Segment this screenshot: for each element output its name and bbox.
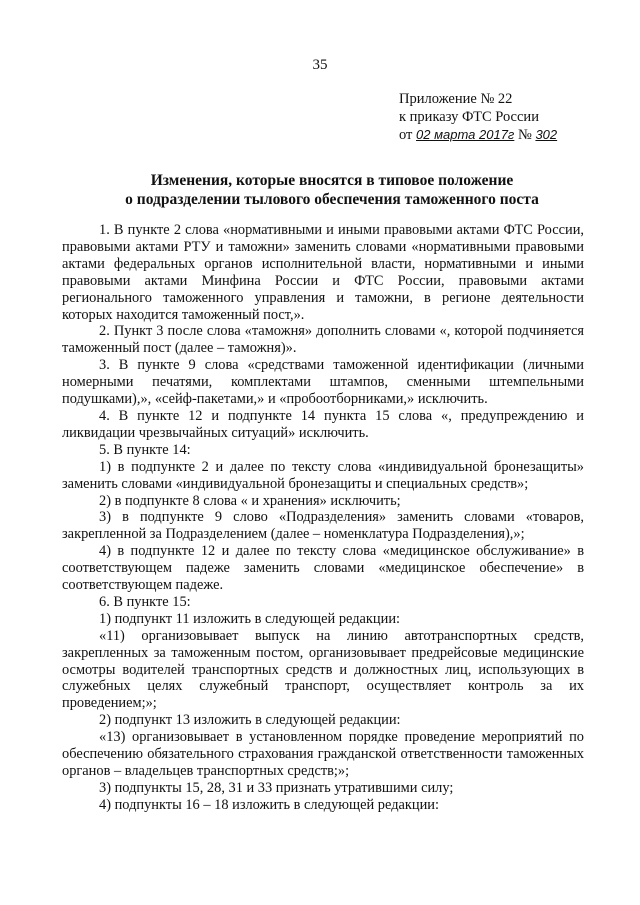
paragraph: 5. В пункте 14: bbox=[99, 441, 191, 458]
attachment-date: 02 марта 2017г bbox=[416, 127, 515, 142]
paragraph: 1) подпункт 11 изложить в следующей редакции: bbox=[99, 610, 401, 627]
paragraph: 2) в подпункте 8 слова « и хранения» исключить; bbox=[99, 492, 401, 509]
attachment-date-line bbox=[399, 126, 599, 144]
paragraph: «11) организовывает выпуск на линию автотранспортных средств, закрепленных за таможенным постом, организовывает предрейсовые медицинские осмотры водителей транспортных средств и должностных лиц, использующих в служебных целях служебный транспорт, осуществляет контроль за их проведением;»; bbox=[62, 627, 584, 712]
paragraph: 1. В пункте 2 слова «нормативными и иными правовыми актами ФТС России, правовыми актами РТУ и таможни» заменить словами «нормативными правовыми актами федеральных органов исполнительной власти, нормативными и иными правовыми актами Минфина России и ФТС России, правовыми актами регионального таможенного управления и таможни, в регионе деятельности которых находится таможенный пост,». bbox=[62, 222, 584, 323]
title-line-1: Изменения, которые вносятся в типовое положение bbox=[150, 172, 514, 189]
title-line-2: о подразделении тылового обеспечения таможенного поста bbox=[125, 191, 539, 208]
attachment-header bbox=[399, 90, 599, 144]
paragraph: 4. В пункте 12 и подпункте 14 пункта 15 слова «, предупреждению и ликвидации чрезвычайных ситуаций» исключить. bbox=[62, 407, 584, 441]
page-number: 35 bbox=[312, 57, 328, 73]
document-body bbox=[62, 222, 584, 814]
attachment-date-prefix: от bbox=[399, 127, 417, 143]
paragraph: 1) в подпункте 2 и далее по тексту слова «индивидуальной бронезащиты» заменить словами «индивидуальной бронезащиты и специальных средств»; bbox=[62, 458, 584, 492]
attachment-title: Приложение № 22 bbox=[399, 91, 513, 107]
attachment-order-ref: к приказу ФТС России bbox=[399, 109, 539, 125]
attachment-number-sign: № bbox=[514, 127, 536, 143]
paragraph: 3) в подпункте 9 слово «Подразделения» заменить словами «товаров, закрепленной за Подразделением (далее – номенклатура Подразделения),»; bbox=[62, 509, 584, 543]
attachment-number: 302 bbox=[535, 127, 558, 142]
paragraph: «13) организовывает в установленном порядке проведение мероприятий по обеспечению обязательного страхования гражданской ответственности таможенных органов – владельцев транспортных средств;»; bbox=[62, 729, 584, 779]
paragraph: 4) в подпункте 12 и далее по тексту слова «медицинское обслуживание» в соответствующем падеже заменить словами «медицинское обеспечение» в соответствующем падеже. bbox=[62, 543, 584, 594]
paragraph: 3. В пункте 9 слова «средствами таможенной идентификации (личными номерными печатями, комплектами штампов, сменными штемпельными подушками),», «сейф-пакетами,» и «пробоотборниками,» исключить. bbox=[62, 357, 584, 408]
paragraph: 2) подпункт 13 изложить в следующей редакции: bbox=[99, 712, 401, 729]
paragraph: 2. Пункт 3 после слова «таможня» дополнить словами «, которой подчиняется таможенный пост (далее – таможня)». bbox=[62, 323, 584, 357]
paragraph: 6. В пункте 15: bbox=[99, 593, 191, 610]
paragraph: 3) подпункты 15, 28, 31 и 33 признать утратившими силу; bbox=[99, 779, 454, 796]
paragraph: 4) подпункты 16 – 18 изложить в следующей редакции: bbox=[99, 796, 439, 813]
document-title bbox=[62, 171, 602, 209]
